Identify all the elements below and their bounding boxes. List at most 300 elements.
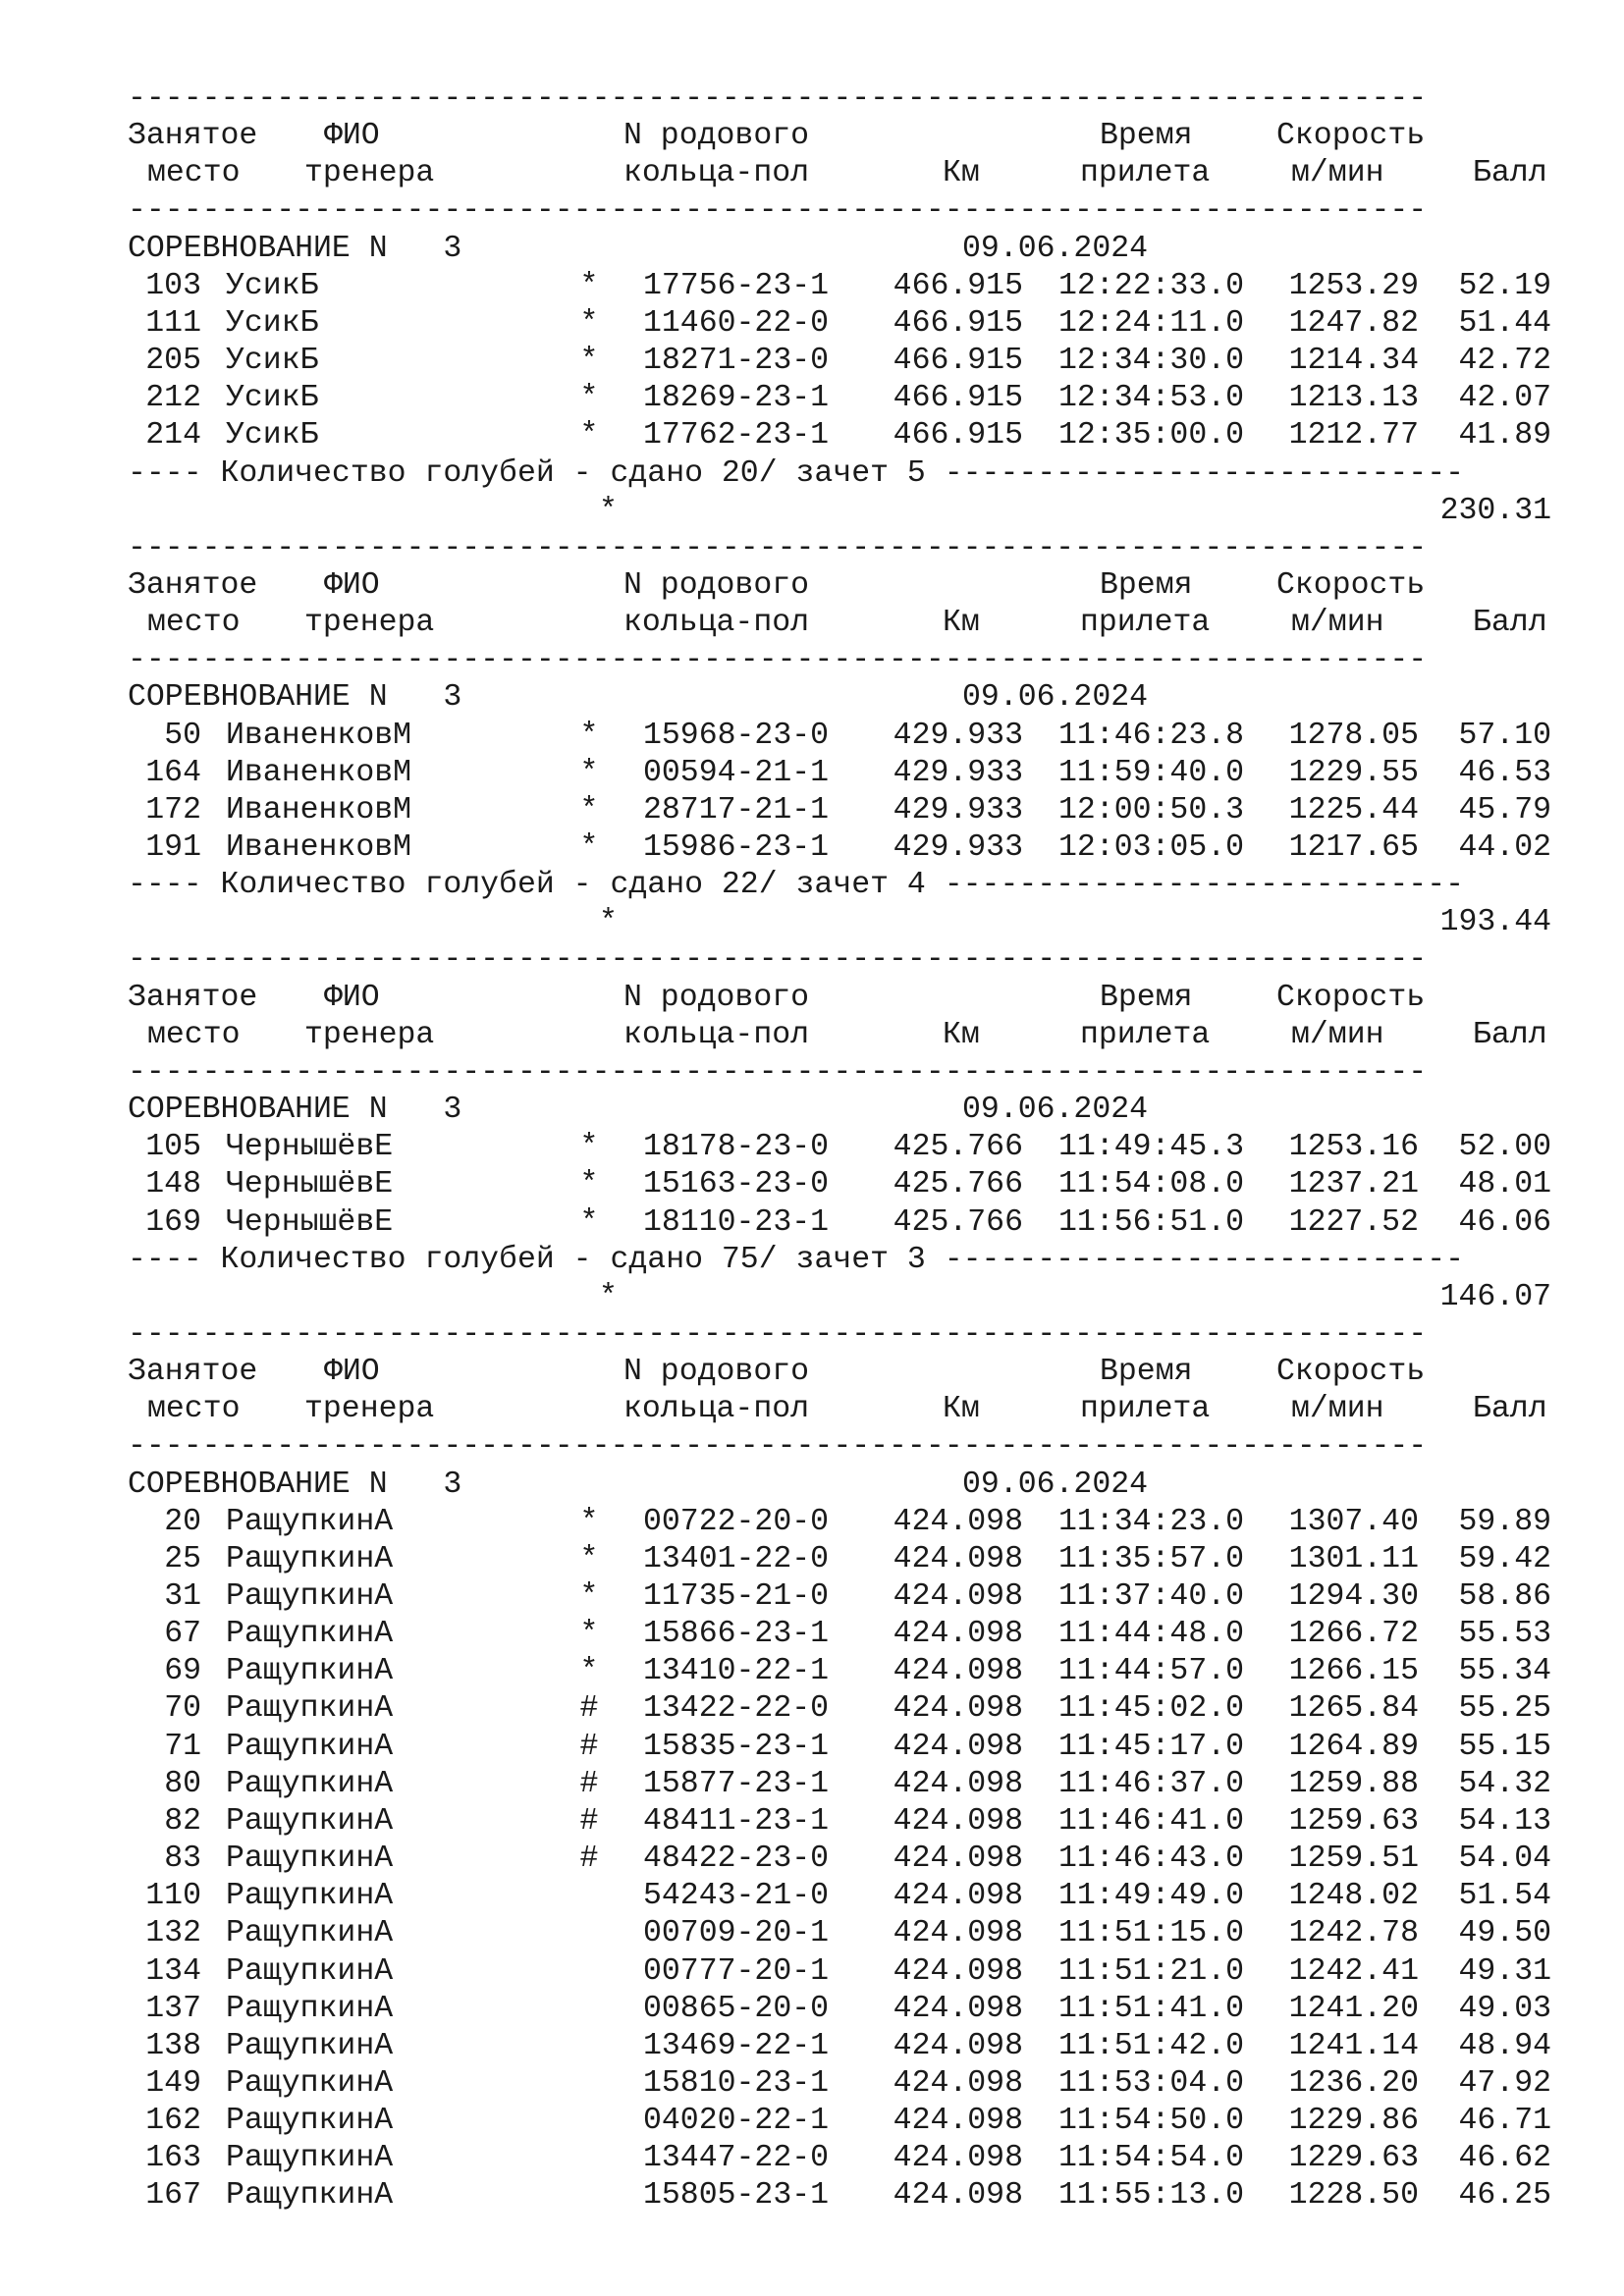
cell-place: 167 xyxy=(145,2178,201,2214)
cell-score: 46.25 xyxy=(1458,2178,1551,2214)
summary-line xyxy=(128,867,1561,904)
competition-date: 09.06.2024 xyxy=(962,231,1149,266)
cell-name: ЧернышёвЕ xyxy=(226,1204,394,1240)
header-place-2: место xyxy=(147,606,241,641)
header-speed-2: м/мин xyxy=(1291,1392,1384,1427)
cell-place: 69 xyxy=(164,1654,201,1689)
cell-speed: 1253.29 xyxy=(1288,268,1419,303)
cell-km: 424.098 xyxy=(893,1842,1023,1877)
dashed-rule xyxy=(128,1316,1561,1354)
rule-text: ---------------------------------------------------------------------- xyxy=(128,1429,1428,1465)
cell-name: РащупкинА xyxy=(226,1617,394,1652)
cell-place: 149 xyxy=(145,2065,201,2101)
cell-place: 20 xyxy=(164,1504,201,1539)
cell-score: 59.42 xyxy=(1458,1541,1551,1576)
total-score: 146.07 xyxy=(1439,1279,1551,1314)
dashed-rule xyxy=(128,1054,1561,1092)
cell-name: РащупкинА xyxy=(226,2065,394,2101)
cell-km: 424.098 xyxy=(893,1916,1023,1951)
cell-score: 44.02 xyxy=(1458,830,1551,865)
result-row xyxy=(128,1129,1561,1166)
cell-place: 162 xyxy=(145,2104,201,2139)
result-row xyxy=(128,380,1561,417)
result-row xyxy=(128,1166,1561,1203)
result-row xyxy=(128,1991,1561,2028)
cell-score: 54.13 xyxy=(1458,1803,1551,1839)
cell-score: 49.31 xyxy=(1458,1953,1551,1989)
cell-name: ИваненковМ xyxy=(226,830,412,865)
cell-score: 48.94 xyxy=(1458,2028,1551,2063)
competition-title: СОРЕВНОВАНИЕ N 3 xyxy=(128,680,462,716)
cell-name: ЧернышёвЕ xyxy=(226,1167,394,1202)
total-line xyxy=(128,1279,1561,1316)
cell-speed: 1294.30 xyxy=(1288,1579,1419,1614)
cell-time: 12:34:53.0 xyxy=(1058,381,1245,416)
cell-ring: 18178-23-0 xyxy=(643,1130,830,1165)
competition-date: 09.06.2024 xyxy=(962,1093,1149,1128)
cell-km: 424.098 xyxy=(893,2065,1023,2101)
result-row xyxy=(128,755,1561,792)
summary-text: ---- Количество голубей - сдано 75/ зачет 3 ---------------------------- xyxy=(128,1242,1465,1277)
header-fio: ФИО xyxy=(324,567,380,603)
header-score: Балл xyxy=(1473,1017,1547,1052)
cell-mark: # xyxy=(579,1691,599,1727)
cell-speed: 1236.20 xyxy=(1288,2065,1419,2101)
cell-speed: 1214.34 xyxy=(1288,344,1419,379)
cell-mark: # xyxy=(579,1729,599,1764)
cell-time: 11:46:41.0 xyxy=(1058,1803,1245,1839)
cell-time: 11:54:08.0 xyxy=(1058,1167,1245,1202)
cell-name: РащупкинА xyxy=(226,2141,394,2176)
cell-ring: 15805-23-1 xyxy=(643,2178,830,2214)
cell-score: 42.07 xyxy=(1458,381,1551,416)
header-time: Время xyxy=(1100,980,1193,1015)
cell-ring: 15163-23-0 xyxy=(643,1167,830,1202)
cell-mark: # xyxy=(579,1842,599,1877)
cell-place: 205 xyxy=(145,344,201,379)
cell-mark: * xyxy=(579,1504,599,1539)
header-time: Время xyxy=(1100,119,1193,154)
cell-place: 83 xyxy=(164,1842,201,1877)
cell-time: 12:22:33.0 xyxy=(1058,268,1245,303)
result-row xyxy=(128,1878,1561,1915)
total-line xyxy=(128,904,1561,941)
result-row xyxy=(128,1953,1561,1991)
cell-place: 31 xyxy=(164,1579,201,1614)
total-mark: * xyxy=(599,493,618,528)
cell-ring: 11460-22-0 xyxy=(643,305,830,341)
cell-ring: 13401-22-0 xyxy=(643,1541,830,1576)
header-time-2: прилета xyxy=(1080,606,1211,641)
cell-time: 11:45:02.0 xyxy=(1058,1691,1245,1727)
header-fio-2: тренера xyxy=(304,606,435,641)
result-row xyxy=(128,2103,1561,2140)
header-fio-2: тренера xyxy=(304,1392,435,1427)
cell-time: 11:46:37.0 xyxy=(1058,1766,1245,1801)
competition-line xyxy=(128,1467,1561,1504)
competition-line xyxy=(128,231,1561,268)
cell-speed: 1259.63 xyxy=(1288,1803,1419,1839)
header-ring-2: кольца-пол xyxy=(623,1392,810,1427)
rule-text: ---------------------------------------------------------------------- xyxy=(128,942,1428,978)
cell-speed: 1217.65 xyxy=(1288,830,1419,865)
cell-ring: 13410-22-1 xyxy=(643,1654,830,1689)
cell-speed: 1253.16 xyxy=(1288,1130,1419,1165)
cell-mark: * xyxy=(579,1579,599,1614)
cell-ring: 15835-23-1 xyxy=(643,1729,830,1764)
cell-ring: 18271-23-0 xyxy=(643,344,830,379)
result-row xyxy=(128,1541,1561,1578)
cell-ring: 15968-23-0 xyxy=(643,718,830,753)
result-row xyxy=(128,1690,1561,1728)
cell-km: 425.766 xyxy=(893,1130,1023,1165)
header-fio: ФИО xyxy=(324,119,380,154)
cell-score: 55.53 xyxy=(1458,1617,1551,1652)
result-row xyxy=(128,792,1561,829)
header-fio-2: тренера xyxy=(304,156,435,191)
cell-place: 70 xyxy=(164,1691,201,1727)
cell-km: 424.098 xyxy=(893,1991,1023,2026)
result-row xyxy=(128,417,1561,454)
cell-km: 429.933 xyxy=(893,830,1023,865)
dashed-rule xyxy=(128,80,1561,118)
cell-ring: 28717-21-1 xyxy=(643,792,830,828)
cell-km: 424.098 xyxy=(893,2104,1023,2139)
cell-score: 57.10 xyxy=(1458,718,1551,753)
cell-mark: * xyxy=(579,792,599,828)
cell-time: 11:51:21.0 xyxy=(1058,1953,1245,1989)
cell-km: 424.098 xyxy=(893,1729,1023,1764)
cell-mark: * xyxy=(579,1541,599,1576)
cell-ring: 00709-20-1 xyxy=(643,1916,830,1951)
cell-place: 164 xyxy=(145,755,201,790)
cell-time: 12:00:50.3 xyxy=(1058,792,1245,828)
cell-ring: 00865-20-0 xyxy=(643,1991,830,2026)
cell-score: 54.32 xyxy=(1458,1766,1551,1801)
cell-place: 111 xyxy=(145,305,201,341)
cell-speed: 1307.40 xyxy=(1288,1504,1419,1539)
rule-text: ---------------------------------------------------------------------- xyxy=(128,643,1428,678)
result-row xyxy=(128,1204,1561,1242)
header-ring: N родового xyxy=(623,119,810,154)
cell-score: 46.06 xyxy=(1458,1204,1551,1240)
cell-time: 11:54:50.0 xyxy=(1058,2104,1245,2139)
header-ring-2: кольца-пол xyxy=(623,156,810,191)
cell-ring: 48411-23-1 xyxy=(643,1803,830,1839)
cell-speed: 1237.21 xyxy=(1288,1167,1419,1202)
header-speed: Скорость xyxy=(1276,980,1426,1015)
result-row xyxy=(128,718,1561,755)
cell-time: 11:44:57.0 xyxy=(1058,1654,1245,1689)
cell-name: ИваненковМ xyxy=(226,755,412,790)
cell-score: 55.15 xyxy=(1458,1729,1551,1764)
cell-mark: # xyxy=(579,1803,599,1839)
cell-ring: 15986-23-1 xyxy=(643,830,830,865)
competition-title: СОРЕВНОВАНИЕ N 3 xyxy=(128,231,462,266)
cell-mark: * xyxy=(579,755,599,790)
header-fio: ФИО xyxy=(324,1355,380,1390)
cell-name: РащупкинА xyxy=(226,1729,394,1764)
cell-ring: 17762-23-1 xyxy=(643,418,830,454)
cell-km: 424.098 xyxy=(893,2028,1023,2063)
cell-speed: 1264.89 xyxy=(1288,1729,1419,1764)
header-speed-2: м/мин xyxy=(1291,606,1384,641)
result-row xyxy=(128,1578,1561,1616)
cell-place: 214 xyxy=(145,418,201,454)
cell-mark: * xyxy=(579,1130,599,1165)
result-row xyxy=(128,1616,1561,1653)
cell-speed: 1259.51 xyxy=(1288,1842,1419,1877)
cell-place: 212 xyxy=(145,381,201,416)
cell-mark: * xyxy=(579,418,599,454)
cell-name: РащупкинА xyxy=(226,2178,394,2214)
rule-text: ---------------------------------------------------------------------- xyxy=(128,1316,1428,1352)
header-km: Км xyxy=(943,156,980,191)
cell-km: 429.933 xyxy=(893,792,1023,828)
header-place: Занятое xyxy=(128,1355,258,1390)
cell-name: РащупкинА xyxy=(226,1953,394,1989)
total-score: 230.31 xyxy=(1439,493,1551,528)
result-row xyxy=(128,1841,1561,1878)
cell-place: 148 xyxy=(145,1167,201,1202)
cell-name: РащупкинА xyxy=(226,1879,394,1914)
cell-speed: 1247.82 xyxy=(1288,305,1419,341)
cell-mark: * xyxy=(579,830,599,865)
cell-speed: 1213.13 xyxy=(1288,381,1419,416)
header-speed: Скорость xyxy=(1276,567,1426,603)
header-speed: Скорость xyxy=(1276,1355,1426,1390)
header-time-2: прилета xyxy=(1080,156,1211,191)
cell-ring: 17756-23-1 xyxy=(643,268,830,303)
dashed-rule xyxy=(128,530,1561,567)
cell-speed: 1301.11 xyxy=(1288,1541,1419,1576)
cell-ring: 11735-21-0 xyxy=(643,1579,830,1614)
result-row xyxy=(128,1766,1561,1803)
cell-speed: 1266.15 xyxy=(1288,1654,1419,1689)
cell-time: 11:37:40.0 xyxy=(1058,1579,1245,1614)
result-row xyxy=(128,1915,1561,1952)
cell-speed: 1229.55 xyxy=(1288,755,1419,790)
cell-place: 110 xyxy=(145,1879,201,1914)
cell-km: 466.915 xyxy=(893,268,1023,303)
cell-place: 191 xyxy=(145,830,201,865)
cell-name: РащупкинА xyxy=(226,2104,394,2139)
header-fio: ФИО xyxy=(324,980,380,1015)
cell-km: 466.915 xyxy=(893,305,1023,341)
cell-ring: 18110-23-1 xyxy=(643,1204,830,1240)
cell-speed: 1259.88 xyxy=(1288,1766,1419,1801)
cell-name: РащупкинА xyxy=(226,1504,394,1539)
cell-km: 424.098 xyxy=(893,1504,1023,1539)
cell-time: 11:45:17.0 xyxy=(1058,1729,1245,1764)
competition-line xyxy=(128,1092,1561,1129)
cell-speed: 1241.20 xyxy=(1288,1991,1419,2026)
cell-km: 424.098 xyxy=(893,1654,1023,1689)
cell-time: 11:34:23.0 xyxy=(1058,1504,1245,1539)
cell-score: 52.19 xyxy=(1458,268,1551,303)
header-ring-2: кольца-пол xyxy=(623,606,810,641)
cell-score: 49.03 xyxy=(1458,1991,1551,2026)
cell-km: 466.915 xyxy=(893,418,1023,454)
cell-speed: 1265.84 xyxy=(1288,1691,1419,1727)
cell-mark: * xyxy=(579,1617,599,1652)
cell-time: 11:53:04.0 xyxy=(1058,2065,1245,2101)
cell-time: 11:54:54.0 xyxy=(1058,2141,1245,2176)
cell-score: 48.01 xyxy=(1458,1167,1551,1202)
cell-score: 55.34 xyxy=(1458,1654,1551,1689)
result-row xyxy=(128,829,1561,867)
cell-km: 424.098 xyxy=(893,1691,1023,1727)
header-place: Занятое xyxy=(128,119,258,154)
header-score: Балл xyxy=(1473,1392,1547,1427)
cell-name: ЧернышёвЕ xyxy=(226,1130,394,1165)
cell-place: 25 xyxy=(164,1541,201,1576)
cell-score: 42.72 xyxy=(1458,344,1551,379)
cell-speed: 1242.41 xyxy=(1288,1953,1419,1989)
header-row-1 xyxy=(128,1354,1561,1391)
result-row xyxy=(128,2028,1561,2065)
cell-score: 46.71 xyxy=(1458,2104,1551,2139)
dashed-rule xyxy=(128,941,1561,979)
header-speed: Скорость xyxy=(1276,119,1426,154)
cell-km: 466.915 xyxy=(893,381,1023,416)
header-row-2 xyxy=(128,1391,1561,1428)
result-row xyxy=(128,2177,1561,2215)
cell-time: 11:49:49.0 xyxy=(1058,1879,1245,1914)
cell-km: 424.098 xyxy=(893,1617,1023,1652)
cell-speed: 1278.05 xyxy=(1288,718,1419,753)
total-mark: * xyxy=(599,905,618,940)
total-mark: * xyxy=(599,1279,618,1314)
cell-speed: 1229.63 xyxy=(1288,2141,1419,2176)
cell-km: 425.766 xyxy=(893,1204,1023,1240)
cell-speed: 1228.50 xyxy=(1288,2178,1419,2214)
cell-speed: 1266.72 xyxy=(1288,1617,1419,1652)
cell-km: 425.766 xyxy=(893,1167,1023,1202)
cell-name: РащупкинА xyxy=(226,1541,394,1576)
header-ring-2: кольца-пол xyxy=(623,1017,810,1052)
cell-time: 12:35:00.0 xyxy=(1058,418,1245,454)
cell-km: 429.933 xyxy=(893,718,1023,753)
header-km: Км xyxy=(943,1392,980,1427)
header-ring: N родового xyxy=(623,980,810,1015)
cell-place: 169 xyxy=(145,1204,201,1240)
cell-km: 424.098 xyxy=(893,1879,1023,1914)
cell-speed: 1241.14 xyxy=(1288,2028,1419,2063)
cell-name: РащупкинА xyxy=(226,2028,394,2063)
cell-place: 82 xyxy=(164,1803,201,1839)
header-fio-2: тренера xyxy=(304,1017,435,1052)
cell-time: 11:59:40.0 xyxy=(1058,755,1245,790)
cell-mark: * xyxy=(579,1167,599,1202)
cell-score: 55.25 xyxy=(1458,1691,1551,1727)
cell-km: 424.098 xyxy=(893,1803,1023,1839)
cell-km: 466.915 xyxy=(893,344,1023,379)
cell-time: 12:03:05.0 xyxy=(1058,830,1245,865)
cell-score: 47.92 xyxy=(1458,2065,1551,2101)
cell-name: ИваненковМ xyxy=(226,792,412,828)
cell-speed: 1229.86 xyxy=(1288,2104,1419,2139)
cell-mark: * xyxy=(579,344,599,379)
header-place: Занятое xyxy=(128,980,258,1015)
cell-place: 163 xyxy=(145,2141,201,2176)
cell-score: 54.04 xyxy=(1458,1842,1551,1877)
cell-ring: 04020-22-1 xyxy=(643,2104,830,2139)
cell-time: 11:55:13.0 xyxy=(1058,2178,1245,2214)
competition-date: 09.06.2024 xyxy=(962,1467,1149,1502)
cell-ring: 13422-22-0 xyxy=(643,1691,830,1727)
cell-km: 424.098 xyxy=(893,1953,1023,1989)
cell-place: 172 xyxy=(145,792,201,828)
cell-score: 59.89 xyxy=(1458,1504,1551,1539)
header-row-1 xyxy=(128,980,1561,1017)
cell-name: РащупкинА xyxy=(226,1691,394,1727)
cell-place: 138 xyxy=(145,2028,201,2063)
rule-text: ---------------------------------------------------------------------- xyxy=(128,193,1428,229)
cell-ring: 00777-20-1 xyxy=(643,1953,830,1989)
cell-name: РащупкинА xyxy=(226,1991,394,2026)
header-score: Балл xyxy=(1473,606,1547,641)
header-place-2: место xyxy=(147,1392,241,1427)
competition-title: СОРЕВНОВАНИЕ N 3 xyxy=(128,1467,462,1502)
header-row-2 xyxy=(128,155,1561,192)
cell-mark: * xyxy=(579,1204,599,1240)
cell-km: 424.098 xyxy=(893,2178,1023,2214)
cell-time: 11:51:41.0 xyxy=(1058,1991,1245,2026)
header-time: Время xyxy=(1100,567,1193,603)
header-row-2 xyxy=(128,605,1561,642)
cell-score: 41.89 xyxy=(1458,418,1551,454)
total-line xyxy=(128,493,1561,530)
cell-ring: 00594-21-1 xyxy=(643,755,830,790)
cell-time: 11:51:15.0 xyxy=(1058,1916,1245,1951)
header-row-2 xyxy=(128,1017,1561,1054)
rule-text: ---------------------------------------------------------------------- xyxy=(128,530,1428,565)
competition-title: СОРЕВНОВАНИЕ N 3 xyxy=(128,1093,462,1128)
result-row xyxy=(128,1803,1561,1841)
cell-ring: 54243-21-0 xyxy=(643,1879,830,1914)
cell-name: РащупкинА xyxy=(226,1766,394,1801)
cell-ring: 13469-22-1 xyxy=(643,2028,830,2063)
cell-time: 12:24:11.0 xyxy=(1058,305,1245,341)
cell-ring: 00722-20-0 xyxy=(643,1504,830,1539)
cell-speed: 1212.77 xyxy=(1288,418,1419,454)
rule-text: ---------------------------------------------------------------------- xyxy=(128,1054,1428,1090)
competition-date: 09.06.2024 xyxy=(962,680,1149,716)
cell-mark: * xyxy=(579,718,599,753)
cell-time: 11:46:23.8 xyxy=(1058,718,1245,753)
header-time: Время xyxy=(1100,1355,1193,1390)
cell-km: 424.098 xyxy=(893,1766,1023,1801)
result-row xyxy=(128,1504,1561,1541)
cell-km: 424.098 xyxy=(893,1541,1023,1576)
cell-time: 11:56:51.0 xyxy=(1058,1204,1245,1240)
cell-time: 11:49:45.3 xyxy=(1058,1130,1245,1165)
header-place-2: место xyxy=(147,156,241,191)
cell-time: 11:44:48.0 xyxy=(1058,1617,1245,1652)
header-time-2: прилета xyxy=(1080,1392,1211,1427)
cell-mark: * xyxy=(579,1654,599,1689)
cell-ring: 15877-23-1 xyxy=(643,1766,830,1801)
cell-time: 12:34:30.0 xyxy=(1058,344,1245,379)
cell-mark: # xyxy=(579,1766,599,1801)
summary-text: ---- Количество голубей - сдано 20/ зачет 5 ---------------------------- xyxy=(128,455,1465,491)
dashed-rule xyxy=(128,192,1561,230)
result-row xyxy=(128,343,1561,380)
cell-score: 58.86 xyxy=(1458,1579,1551,1614)
header-place: Занятое xyxy=(128,567,258,603)
header-speed-2: м/мин xyxy=(1291,156,1384,191)
